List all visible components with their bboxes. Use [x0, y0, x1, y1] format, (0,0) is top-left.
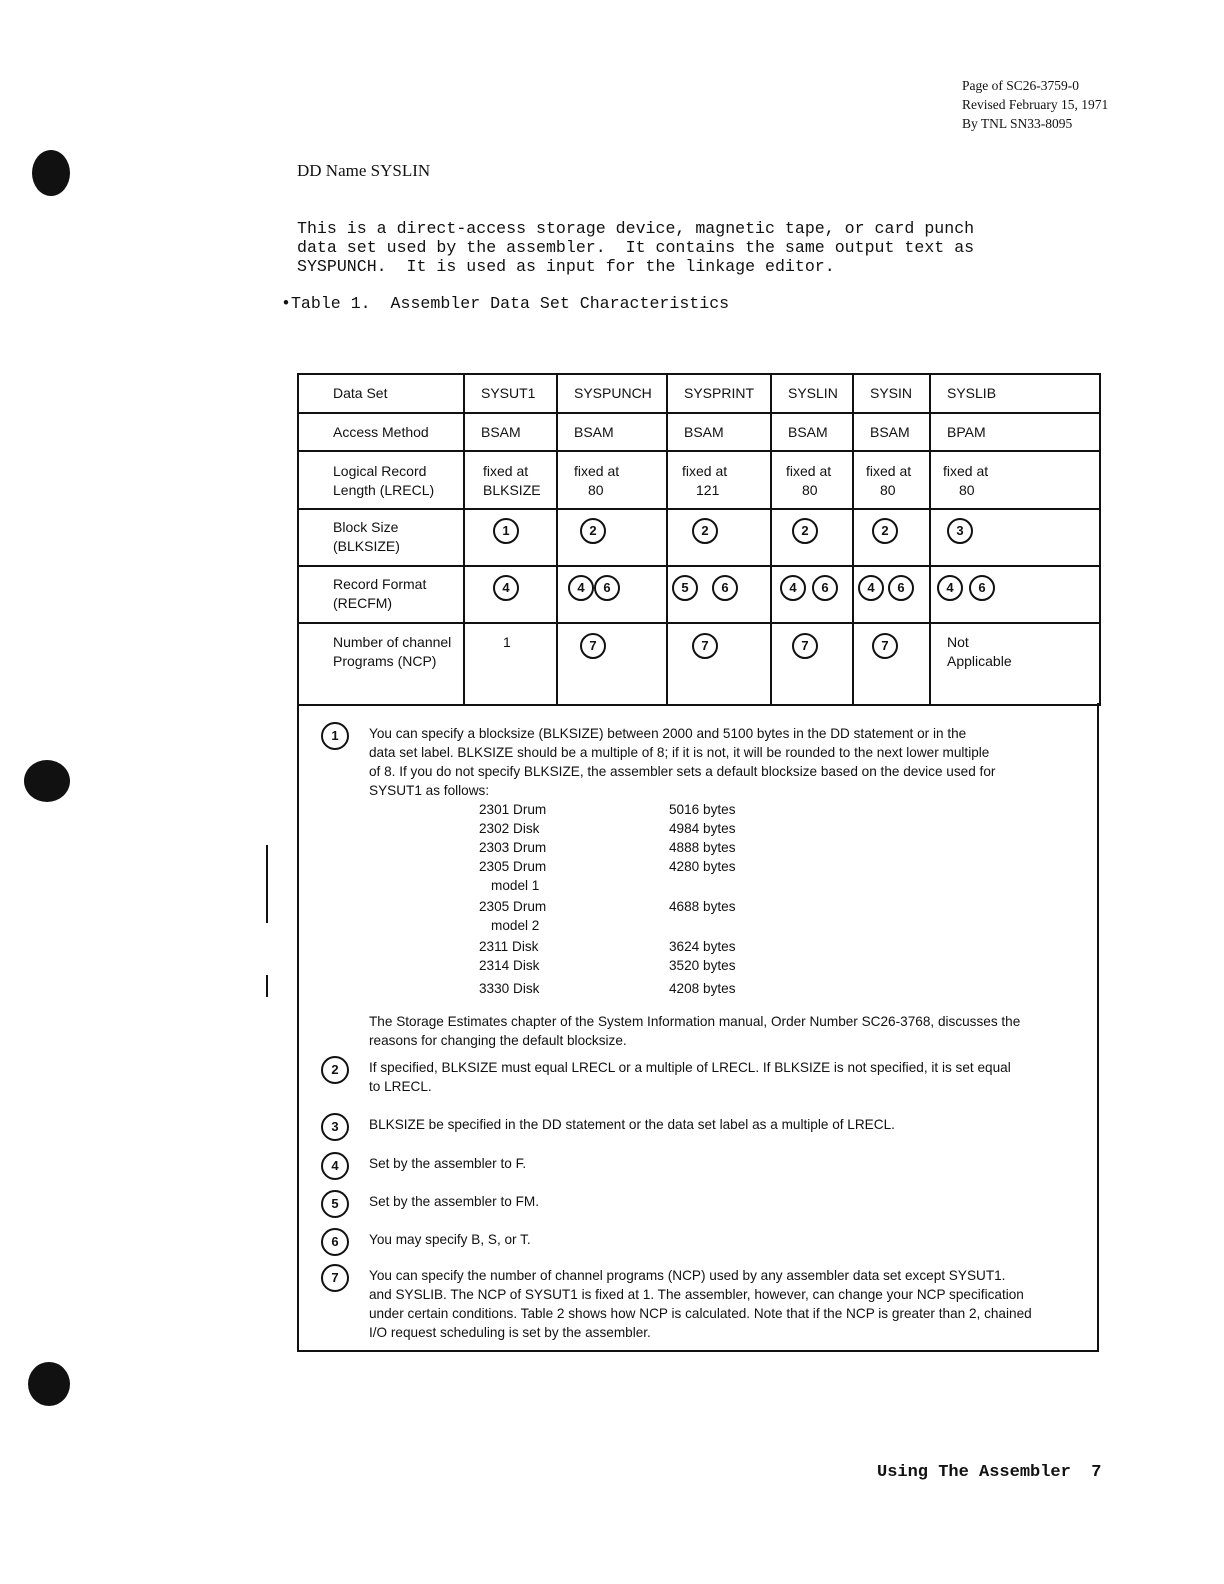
intro-line: data set used by the assembler. It contains the same output text as	[297, 238, 975, 257]
header-cell: Data Set	[298, 374, 464, 413]
note-line: You can specify the number of channel programs (NCP) used by any assembler data set except SYSUT1.	[369, 1268, 1006, 1283]
table-notes	[297, 703, 1099, 1352]
device-bytes: 3624 bytes	[669, 939, 736, 954]
table-cell	[771, 509, 853, 566]
table-cell: BSAM	[557, 413, 667, 451]
device-row	[479, 979, 1071, 998]
note-line: data set label. BLKSIZE should be a multiple of 8; if it is not, it will be rounded to the next lower multiple	[369, 745, 990, 760]
page-revision-header	[962, 76, 1108, 133]
cell-line: fixed at	[574, 463, 620, 479]
note-ref-5-icon: 5	[672, 575, 698, 601]
header-cell: SYSPUNCH	[557, 374, 667, 413]
device-name: 2303 Drum	[479, 840, 547, 855]
note-text	[369, 1154, 1071, 1173]
header-cell: SYSUT1	[464, 374, 557, 413]
note-number-2-icon: 2	[321, 1056, 349, 1084]
note-1	[321, 724, 1071, 1050]
device-name: model 2	[491, 918, 540, 933]
note-text	[369, 1230, 1071, 1249]
note-text	[369, 1266, 1071, 1342]
table-cell	[930, 566, 1100, 623]
device-name: 2305 Drum	[479, 859, 547, 874]
table-cell	[667, 509, 771, 566]
header-cell: SYSLIB	[930, 374, 1100, 413]
note-ref-6-icon: 6	[888, 575, 914, 601]
note-line: BLKSIZE be specified in the DD statement or the data set label as a multiple of LRECL.	[369, 1117, 895, 1132]
intro-line: This is a direct-access storage device, magnetic tape, or card punch	[297, 219, 975, 238]
note-line: SYSUT1 as follows:	[369, 783, 490, 798]
device-row	[479, 956, 1071, 975]
device-bytes: 4984 bytes	[669, 821, 736, 836]
note-line: If specified, BLKSIZE must equal LRECL or a multiple of LRECL. If BLKSIZE is not specified, it is set equal	[369, 1060, 1011, 1075]
note-ref-4-icon: 4	[568, 575, 594, 601]
table-cell	[853, 566, 930, 623]
row-label-line: Record Format	[333, 576, 427, 592]
row-label-line: Block Size	[333, 519, 399, 535]
table-caption: •Table 1. Assembler Data Set Characteristics	[281, 294, 730, 313]
table-cell	[464, 566, 557, 623]
table-cell	[557, 623, 667, 705]
note-number-4-icon: 4	[321, 1152, 349, 1180]
cell-line: 80	[959, 482, 975, 498]
table-cell	[464, 509, 557, 566]
table-cell	[557, 509, 667, 566]
row-label	[298, 509, 464, 566]
note-line: You may specify B, S, or T.	[369, 1232, 531, 1247]
table-row-record-format	[298, 566, 1100, 623]
device-name: 2305 Drum	[479, 899, 547, 914]
cell-line: Applicable	[947, 653, 1012, 669]
device-row	[479, 876, 1071, 895]
note-2	[321, 1058, 1071, 1096]
table-cell	[771, 451, 853, 509]
cell-line: fixed at	[682, 463, 728, 479]
device-bytes: 4888 bytes	[669, 840, 736, 855]
cell-line: fixed at	[483, 463, 529, 479]
page-footer: Using The Assembler 7	[877, 1463, 1102, 1482]
note-7	[321, 1266, 1071, 1342]
device-bytes: 3520 bytes	[669, 958, 736, 973]
binder-hole-top	[32, 150, 70, 196]
note-ref-1-icon: 1	[493, 518, 519, 544]
note-ref-4-icon: 4	[858, 575, 884, 601]
note-ref-7-icon: 7	[692, 633, 718, 659]
header-cell: SYSLIN	[771, 374, 853, 413]
cell-line: fixed at	[866, 463, 912, 479]
device-row	[479, 800, 1071, 819]
change-bar	[266, 845, 268, 923]
cell-line: 80	[802, 482, 818, 498]
device-row	[479, 897, 1071, 916]
table-cell	[667, 451, 771, 509]
device-row	[479, 916, 1071, 935]
note-ref-6-icon: 6	[812, 575, 838, 601]
table-cell	[930, 509, 1100, 566]
header-cell: SYSIN	[853, 374, 930, 413]
device-row	[479, 937, 1071, 956]
table-cell: BSAM	[464, 413, 557, 451]
table-cell	[853, 509, 930, 566]
note-line: and SYSLIB. The NCP of SYSUT1 is fixed at 1. The assembler, however, can change your NCP specification	[369, 1287, 1024, 1302]
device-name: 2302 Disk	[479, 821, 540, 836]
note-ref-4-icon: 4	[937, 575, 963, 601]
cell-line: 80	[880, 482, 896, 498]
note-line: The Storage Estimates chapter of the System Information manual, Order Number SC26-3768, discusses the	[369, 1014, 1021, 1029]
row-label-line: Logical Record	[333, 463, 427, 479]
note-number-7-icon: 7	[321, 1264, 349, 1292]
cell-line: 80	[588, 482, 604, 498]
note-ref-7-icon: 7	[580, 633, 606, 659]
table-cell	[771, 566, 853, 623]
table-cell	[853, 451, 930, 509]
device-bytes: 4280 bytes	[669, 859, 736, 874]
table-header-row	[298, 374, 1100, 413]
device-row	[479, 857, 1071, 876]
device-bytes: 4208 bytes	[669, 981, 736, 996]
device-row	[479, 838, 1071, 857]
device-blocksize-table	[479, 800, 1071, 998]
note-ref-2-icon: 2	[692, 518, 718, 544]
binder-hole-middle	[24, 760, 70, 802]
section-title: DD Name SYSLIN	[297, 161, 431, 180]
table-row-lrecl	[298, 451, 1100, 509]
note-ref-7-icon: 7	[872, 633, 898, 659]
row-label-line: (RECFM)	[333, 595, 393, 611]
table-cell	[930, 451, 1100, 509]
table-cell	[464, 451, 557, 509]
table-cell: BPAM	[930, 413, 1100, 451]
table-row-access-method	[298, 413, 1100, 451]
note-line: I/O request scheduling is set by the assembler.	[369, 1325, 651, 1340]
row-label-line: Length (LRECL)	[333, 482, 435, 498]
device-name: model 1	[491, 878, 540, 893]
table-cell	[771, 623, 853, 705]
table-cell	[853, 623, 930, 705]
row-label-line: (BLKSIZE)	[333, 538, 400, 554]
note-text	[369, 1058, 1071, 1096]
note-3	[321, 1115, 1071, 1134]
note-5	[321, 1192, 1071, 1211]
note-ref-2-icon: 2	[580, 518, 606, 544]
note-6	[321, 1230, 1071, 1249]
note-ref-6-icon: 6	[594, 575, 620, 601]
cell-line: fixed at	[786, 463, 832, 479]
table-cell	[667, 623, 771, 705]
device-name: 2314 Disk	[479, 958, 540, 973]
note-ref-6-icon: 6	[712, 575, 738, 601]
note-ref-2-icon: 2	[792, 518, 818, 544]
header-line: By TNL SN33-8095	[962, 116, 1073, 131]
row-label: Access Method	[298, 413, 464, 451]
cell-line: fixed at	[943, 463, 989, 479]
note-number-1-icon: 1	[321, 722, 349, 750]
device-name: 3330 Disk	[479, 981, 540, 996]
note-ref-7-icon: 7	[792, 633, 818, 659]
binder-hole-bottom	[28, 1362, 70, 1406]
note-text	[369, 1115, 1071, 1134]
note-line: of 8. If you do not specify BLKSIZE, the assembler sets a default blocksize based on the device used for	[369, 764, 996, 779]
row-label	[298, 623, 464, 705]
change-bar	[266, 975, 268, 997]
note-line: to LRECL.	[369, 1079, 432, 1094]
note-ref-6-icon: 6	[969, 575, 995, 601]
note-4	[321, 1154, 1071, 1173]
header-cell: SYSPRINT	[667, 374, 771, 413]
row-label-line: Programs (NCP)	[333, 653, 437, 669]
device-row	[479, 819, 1071, 838]
row-label	[298, 451, 464, 509]
note-line: under certain conditions. Table 2 shows how NCP is calculated. Note that if the NCP is greater than 2, chained	[369, 1306, 1032, 1321]
note-number-3-icon: 3	[321, 1113, 349, 1141]
device-name: 2311 Disk	[479, 939, 539, 954]
note-line: You can specify a blocksize (BLKSIZE) between 2000 and 5100 bytes in the DD statement or in the	[369, 726, 967, 741]
device-bytes: 5016 bytes	[669, 802, 736, 817]
device-bytes: 4688 bytes	[669, 899, 736, 914]
header-line: Page of SC26-3759-0	[962, 78, 1079, 93]
row-label-line: Number of channel	[333, 634, 452, 650]
table-row-block-size	[298, 509, 1100, 566]
data-set-characteristics-table	[297, 373, 1101, 706]
note-ref-2-icon: 2	[872, 518, 898, 544]
note-line: Set by the assembler to F.	[369, 1156, 527, 1171]
device-name: 2301 Drum	[479, 802, 547, 817]
table-row-ncp	[298, 623, 1100, 705]
cell-line: 121	[696, 482, 720, 498]
cell-line: Not	[947, 634, 969, 650]
table-cell: BSAM	[771, 413, 853, 451]
header-line: Revised February 15, 1971	[962, 97, 1109, 112]
table-cell: BSAM	[853, 413, 930, 451]
row-label	[298, 566, 464, 623]
note-text	[369, 724, 1071, 1050]
table-cell	[667, 566, 771, 623]
table-cell	[557, 451, 667, 509]
note-number-5-icon: 5	[321, 1190, 349, 1218]
note-line: Set by the assembler to FM.	[369, 1194, 539, 1209]
note-ref-3-icon: 3	[947, 518, 973, 544]
intro-line: SYSPUNCH. It is used as input for the linkage editor.	[297, 257, 835, 276]
note-line: reasons for changing the default blocksize.	[369, 1033, 627, 1048]
table-cell	[557, 566, 667, 623]
note-ref-4-icon: 4	[493, 575, 519, 601]
table-cell: 1	[464, 623, 557, 705]
note-number-6-icon: 6	[321, 1228, 349, 1256]
intro-paragraph	[297, 219, 1097, 276]
cell-line: BLKSIZE	[483, 482, 541, 498]
table-cell: BSAM	[667, 413, 771, 451]
table-cell	[930, 623, 1100, 705]
note-text	[369, 1192, 1071, 1211]
note-ref-4-icon: 4	[780, 575, 806, 601]
